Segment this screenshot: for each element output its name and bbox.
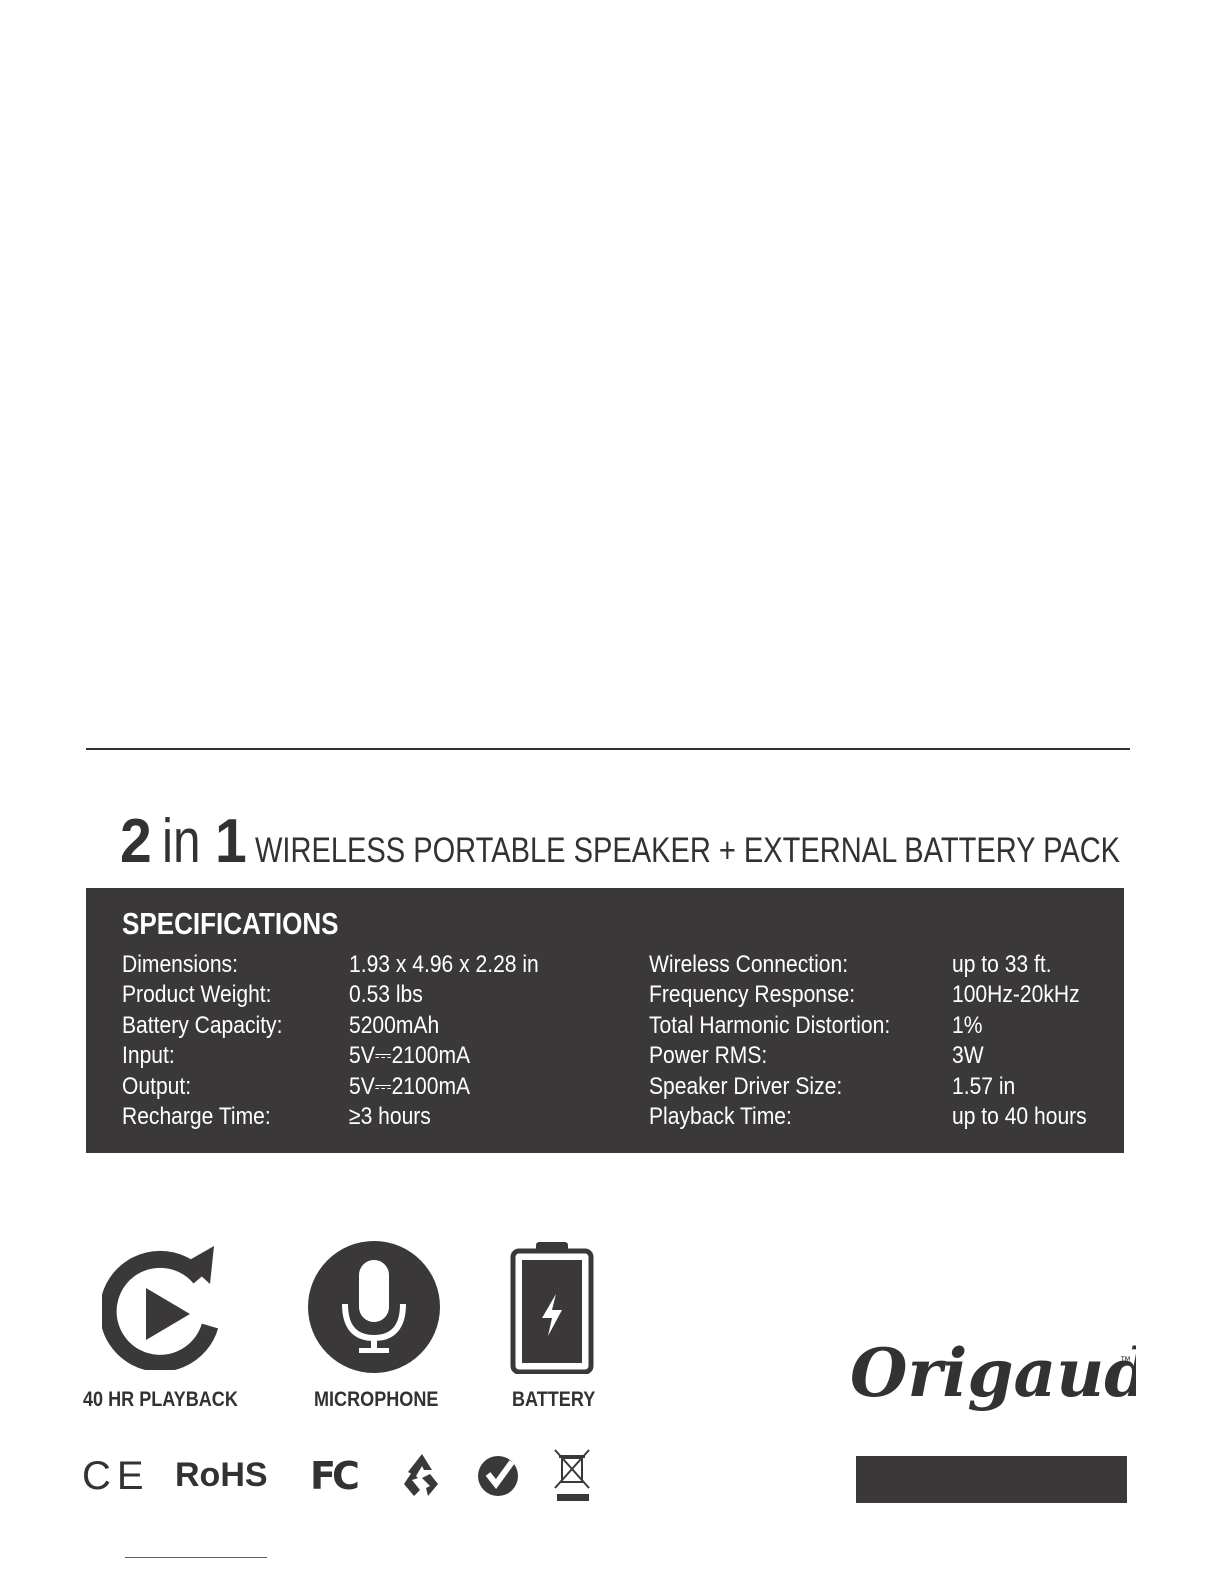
spec-value: 3W [952,1042,984,1070]
spec-label: Battery Capacity: [122,1011,283,1039]
feature-label-microphone: MICROPHONE [314,1388,439,1411]
spec-value: 1% [952,1011,983,1039]
spec-value: up to 33 ft. [952,951,1052,978]
headline-in: in [161,807,201,876]
spec-value: 1.93 x 4.96 x 2.28 in [349,951,539,978]
spec-value: 5V⎓2100mA [349,1072,471,1100]
ce-mark-icon: CE [82,1454,150,1498]
spec-value: 5200mAh [349,1011,440,1039]
origaudio-logo [846,1318,1136,1427]
spec-label: Dimensions: [122,951,238,978]
spec-value: 1.57 in [952,1072,1016,1100]
spec-label: Frequency Response: [649,981,856,1009]
spec-value: 0.53 lbs [349,981,423,1009]
trademark-mark: ™ [1120,1355,1131,1367]
spec-label: Total Harmonic Distortion: [649,1011,891,1039]
headline-number-2: 2 [120,807,151,876]
recycle-icon [400,1450,444,1504]
battery-icon [510,1240,594,1379]
spec-value: 5V⎓2100mA [349,1042,471,1070]
spec-labels-right [649,950,929,1132]
fcc-mark-icon: FC [310,1454,356,1498]
rohs-mark-icon: RoHS [175,1456,268,1494]
spec-label: Output: [122,1072,192,1100]
spec-value: up to 40 hours [952,1102,1087,1130]
spec-label: Recharge Time: [122,1102,271,1130]
feature-label-battery: BATTERY [512,1388,596,1411]
headline-number-1: 1 [214,807,246,876]
brand-bar [856,1456,1127,1503]
weee-bin-icon [553,1446,591,1500]
spec-values-right [952,950,1109,1132]
specifications-panel [86,888,1124,1153]
microphone-icon [307,1240,441,1379]
headline-title: WIRELESS PORTABLE SPEAKER + EXTERNAL BATTERY PACK [254,831,1120,870]
spec-value: ≥3 hours [349,1102,431,1130]
spec-values-left [349,950,570,1132]
feature-label-playback: 40 HR PLAYBACK [83,1388,238,1411]
replay-play-icon [102,1240,218,1375]
spec-labels-left [122,950,309,1132]
spec-label: Wireless Connection: [649,951,849,978]
product-headline [120,806,1224,876]
compliance-check-icon [476,1450,522,1504]
divider-rule [86,748,1130,750]
spec-label: Input: [122,1042,175,1070]
link-underline[interactable] [125,1557,267,1558]
brand-name: Origau [850,1334,1105,1412]
specifications-title: SPECIFICATIONS [122,906,339,941]
spec-label: Power RMS: [649,1042,768,1070]
spec-label: Product Weight: [122,981,272,1009]
spec-label: Speaker Driver Size: [649,1072,843,1100]
spec-value: 100Hz-20kHz [952,981,1080,1009]
spec-label: Playback Time: [649,1102,792,1130]
